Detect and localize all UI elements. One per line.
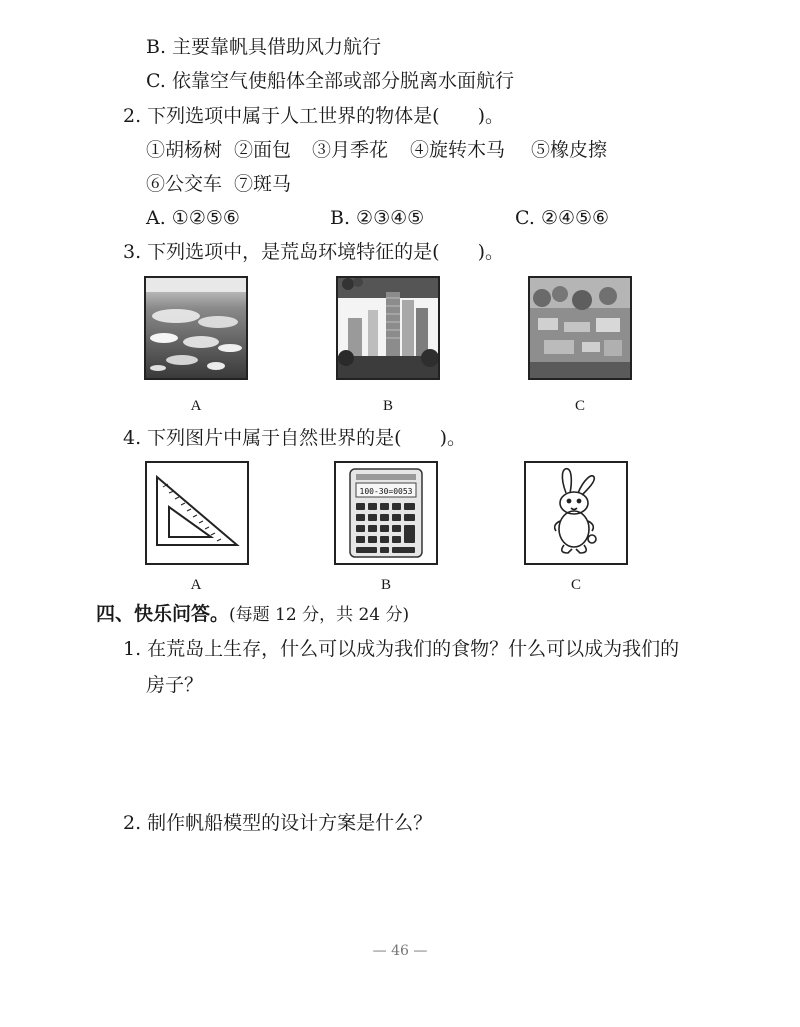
section4-title: 四、快乐问答。 xyxy=(96,603,230,625)
calculator-icon xyxy=(334,461,438,565)
q4-stem: 4. 下列图片中属于自然世界的是( )。 xyxy=(123,427,466,449)
q2-item: ⑥公交车 xyxy=(146,173,223,195)
q2-item: ②面包 xyxy=(234,139,292,161)
q2-items-line2 xyxy=(146,172,291,196)
q3-label-a: A xyxy=(190,398,202,414)
town-aerial-photo xyxy=(528,276,632,380)
q4-label-c: C xyxy=(570,577,581,593)
q2-item: ⑦斑马 xyxy=(234,173,292,195)
triangle-ruler-icon xyxy=(145,461,249,565)
city-buildings-photo xyxy=(336,276,440,380)
rabbit-icon xyxy=(524,461,628,565)
q2-choice-c: C. ②④⑤⑥ xyxy=(515,207,610,229)
section4-q2: 2. 制作帆船模型的设计方案是什么？ xyxy=(123,812,433,834)
section4-heading xyxy=(96,602,409,627)
q2-items-line1 xyxy=(146,138,607,162)
q2-item: ④旋转木马 xyxy=(410,139,506,161)
q2-choice-b: B. ②③④⑤ xyxy=(330,207,425,229)
q2-item: ①胡杨树 xyxy=(146,139,223,161)
section4-q1-line1: 1. 在荒岛上生存，什么可以成为我们的食物？什么可以成为我们的 xyxy=(123,638,680,660)
q1-option-c: C. 依靠空气使船体全部或部分脱离水面航行 xyxy=(146,70,514,92)
q3-label-c: C xyxy=(574,398,585,414)
q4-label-a: A xyxy=(190,577,202,593)
calculator-display: 100-30=0053 xyxy=(359,487,413,496)
island-photo xyxy=(144,276,248,380)
q2-stem: 2. 下列选项中属于人工世界的物体是( )。 xyxy=(123,105,504,127)
section4-note: (每题 12 分，共 24 分) xyxy=(229,605,410,625)
section4-q1-line2: 房子？ xyxy=(146,674,204,696)
q3-stem: 3. 下列选项中，是荒岛环境特征的是( )。 xyxy=(123,241,504,263)
q2-item: ③月季花 xyxy=(312,139,389,161)
q2-item: ⑤橡皮擦 xyxy=(531,139,608,161)
q4-label-b: B xyxy=(380,577,391,593)
q3-label-b: B xyxy=(382,398,393,414)
q1-option-b: B. 主要靠帆具借助风力航行 xyxy=(146,36,382,58)
q2-choice-a: A. ①②⑤⑥ xyxy=(146,207,240,229)
page-number: — 46 — xyxy=(372,943,428,959)
